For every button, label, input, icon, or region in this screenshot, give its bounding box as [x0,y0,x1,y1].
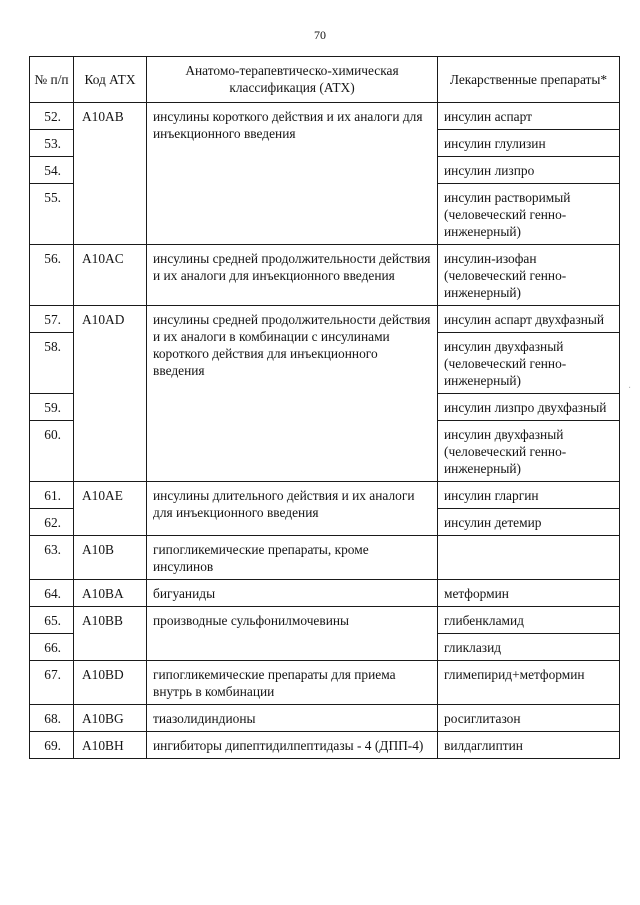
drug-name: инсулин лизпро [438,157,620,184]
atc-code: A10BH [74,732,147,759]
row-number: 62. [30,509,74,536]
table-row [30,245,620,306]
header-num: № п/п [30,57,74,103]
table-row [30,732,620,759]
drug-name: инсулин-изофан (человеческий генно-инженерный) [438,245,620,306]
drug-name: инсулин гларгин [438,482,620,509]
row-number: 63. [30,536,74,580]
page-number: 70 [314,28,326,42]
row-number: 58. [30,333,74,394]
table-row [30,661,620,705]
row-number: 65. [30,607,74,634]
atc-classification: гипогликемические препараты для приема внутрь в комбинации [147,661,438,705]
row-number: 61. [30,482,74,509]
row-number: 56. [30,245,74,306]
row-number: 67. [30,661,74,705]
drug-name: инсулин аспарт двухфазный [438,306,620,333]
atc-code: A10AB [74,103,147,245]
row-number: 69. [30,732,74,759]
table-row [30,482,620,509]
drug-name: инсулин двухфазный (человеческий генно-инженерный) [438,421,620,482]
drug-name: инсулин аспарт [438,103,620,130]
header-classification: Анатомо-терапевтическо-химическая классификация (АТХ) [147,57,438,103]
drug-name: инсулин двухфазный (человеческий генно-инженерный) [438,333,620,394]
drug-name [438,536,620,580]
row-number: 59. [30,394,74,421]
drug-name: росиглитазон [438,705,620,732]
drug-name: инсулин глулизин [438,130,620,157]
table-body [30,103,620,759]
drug-name: глибенкламид [438,607,620,634]
atc-classification: тиазолидиндионы [147,705,438,732]
atc-classification: ингибиторы дипептидилпептидазы - 4 (ДПП-4) [147,732,438,759]
atc-code: A10BB [74,607,147,661]
header-drugs: Лекарственные препараты* [438,57,620,103]
scan-artifact-mark: · [628,383,632,394]
atc-classification: инсулины средней продолжительности действия и их аналоги в комбинации с инсулинами короткого действия для инъекционного введения [147,306,438,482]
table-header-row [30,57,620,103]
atc-classification: гипогликемические препараты, кроме инсулинов [147,536,438,580]
atc-code: A10BG [74,705,147,732]
atc-classification: производные сульфонилмочевины [147,607,438,661]
row-number: 57. [30,306,74,333]
atc-classification: инсулины короткого действия и их аналоги для инъекционного введения [147,103,438,245]
row-number: 66. [30,634,74,661]
drug-name: инсулин лизпро двухфазный [438,394,620,421]
table-row [30,705,620,732]
atc-code: A10B [74,536,147,580]
table-row [30,536,620,580]
drug-name: вилдаглиптин [438,732,620,759]
header-atc-code: Код АТХ [74,57,147,103]
drug-name: глимепирид+метформин [438,661,620,705]
drug-name: метформин [438,580,620,607]
row-number: 53. [30,130,74,157]
atc-drug-table [29,56,620,759]
atc-code: A10BD [74,661,147,705]
row-number: 68. [30,705,74,732]
drug-name: инсулин детемир [438,509,620,536]
atc-classification: инсулины длительного действия и их аналоги для инъекционного введения [147,482,438,536]
row-number: 55. [30,184,74,245]
atc-code: A10BA [74,580,147,607]
atc-code: A10AC [74,245,147,306]
drug-name: гликлазид [438,634,620,661]
row-number: 64. [30,580,74,607]
atc-classification: бигуаниды [147,580,438,607]
atc-code: A10AD [74,306,147,482]
table-row [30,607,620,634]
table-row [30,580,620,607]
drug-name: инсулин растворимый (человеческий генно-инженерный) [438,184,620,245]
row-number: 54. [30,157,74,184]
table-row [30,306,620,333]
row-number: 60. [30,421,74,482]
atc-code: A10AE [74,482,147,536]
atc-classification: инсулины средней продолжительности действия и их аналоги для инъекционного введения [147,245,438,306]
table-row [30,103,620,130]
row-number: 52. [30,103,74,130]
